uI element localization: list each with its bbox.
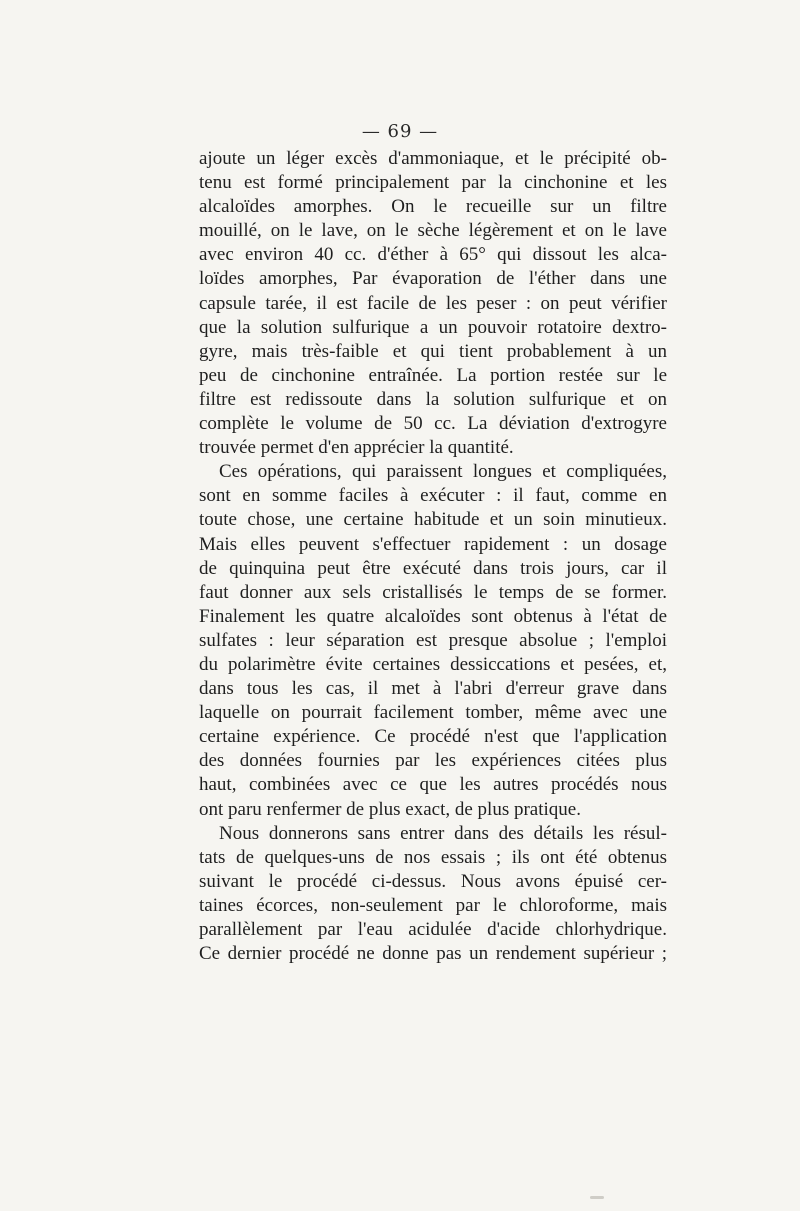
paper-speck (590, 1196, 604, 1199)
text-line: que la solution sulfurique a un pouvoir rotatoire dextro- (199, 316, 667, 338)
text-line: sont en somme faciles à exécuter : il faut, comme en (199, 485, 667, 507)
paragraph-1 (199, 147, 667, 460)
text-line: laquelle on pourrait facilement tomber, même avec une (199, 702, 667, 724)
text-line: capsule tarée, il est facile de les peser : on peut vérifier (199, 292, 667, 314)
text-line: peu de cinchonine entraînée. La portion restée sur le (199, 364, 667, 386)
text-line: sulfates : leur séparation est presque absolue ; l'emploi (199, 629, 667, 651)
text-line: faut donner aux sels cristallisés le temps de se former. (199, 581, 667, 603)
body-text (199, 147, 667, 966)
text-line: gyre, mais très-faible et qui tient probablement à un (199, 340, 667, 362)
text-line: mouillé, on le lave, on le sèche légèrement et on le lave (199, 220, 667, 242)
paragraph-2 (199, 460, 667, 821)
text-line: alcaloïdes amorphes. On le recueille sur un filtre (199, 196, 667, 218)
text-line: Nous donnerons sans entrer dans des détails les résul- (219, 822, 667, 844)
text-line: des données fournies par les expériences citées plus (199, 750, 667, 772)
text-line: Ce dernier procédé ne donne pas un rendement supérieur ; (199, 943, 667, 965)
text-line: dans tous les cas, il met à l'abri d'erreur grave dans (199, 678, 667, 700)
text-line: toute chose, une certaine habitude et un soin minutieux. (199, 509, 667, 531)
text-line: Mais elles peuvent s'effectuer rapidement : un dosage (199, 533, 667, 555)
text-line: tenu est formé principalement par la cinchonine et les (199, 172, 667, 194)
text-line: certaine expérience. Ce procédé n'est que l'application (199, 726, 667, 748)
text-line: complète le volume de 50 cc. La déviation d'extrogyre (199, 413, 667, 435)
text-line: avec environ 40 cc. d'éther à 65° qui dissout les alca- (199, 244, 667, 266)
text-line: de quinquina peut être exécuté dans trois jours, car il (199, 557, 667, 579)
page-number: — 69 — (361, 121, 439, 142)
text-line: haut, combinées avec ce que les autres procédés nous (199, 774, 667, 796)
text-line: suivant le procédé ci-dessus. Nous avons épuisé cer- (199, 870, 667, 892)
text-line: filtre est redissoute dans la solution sulfurique et on (199, 388, 667, 410)
text-line: ajoute un léger excès d'ammoniaque, et le précipité ob- (199, 148, 667, 169)
text-line: loïdes amorphes, Par évaporation de l'éther dans une (199, 268, 667, 290)
paragraph-3 (199, 822, 667, 967)
text-line: Finalement les quatre alcaloïdes sont obtenus à l'état de (199, 605, 667, 627)
text-line: parallèlement par l'eau acidulée d'acide chlorhydrique. (199, 919, 667, 940)
text-line: Ces opérations, qui paraissent longues et compliquées, (219, 461, 667, 483)
text-line: tats de quelques-uns de nos essais ; ils ont été obtenus (199, 846, 667, 868)
text-line: trouvée permet d'en apprécier la quantité. (199, 437, 514, 459)
text-line: taines écorces, non-seulement par le chloroforme, mais (199, 894, 667, 916)
text-line: ont paru renfermer de plus exact, de plus pratique. (199, 798, 581, 820)
text-line: du polarimètre évite certaines dessiccations et pesées, et, (199, 653, 667, 675)
